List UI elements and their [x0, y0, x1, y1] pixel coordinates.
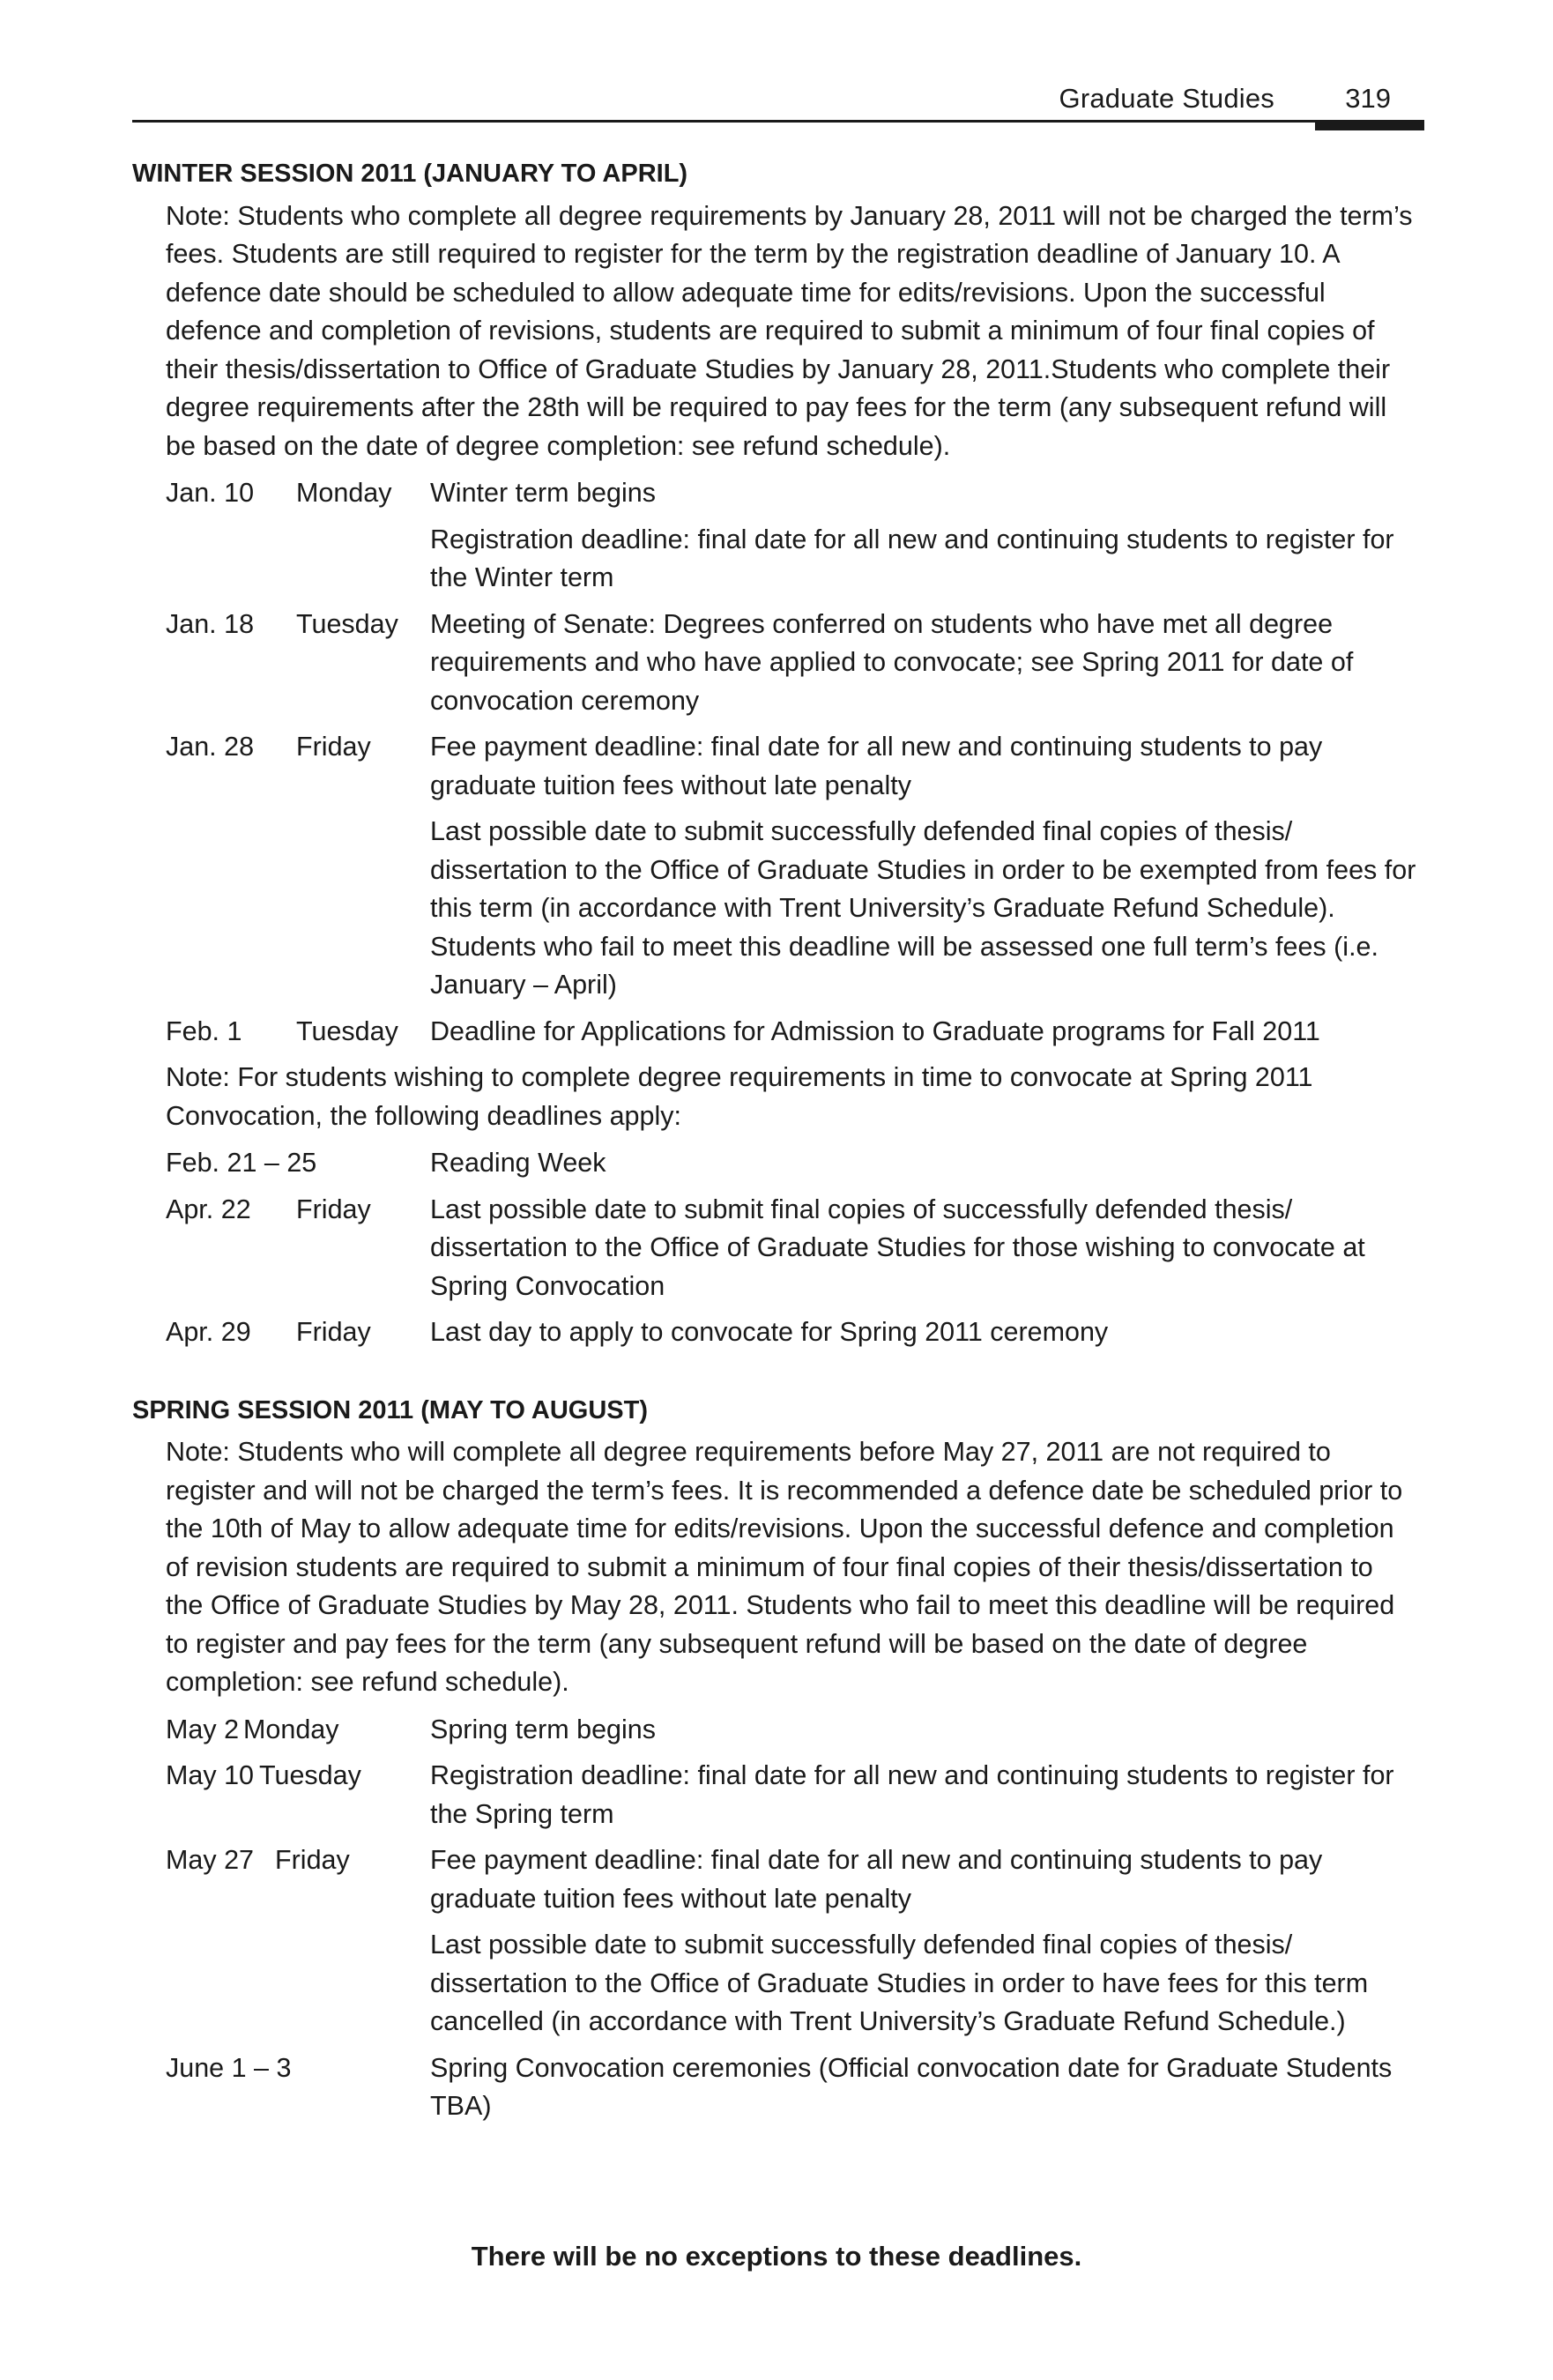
- no-exceptions-notice: There will be no exceptions to these deadlines.: [471, 2241, 1082, 2272]
- row-date: Jan. 28: [166, 732, 255, 762]
- row-date: Jan. 18: [166, 608, 255, 639]
- row-date: Apr. 22: [166, 1194, 251, 1224]
- row-description: [430, 1841, 1424, 2042]
- header-rule: [132, 120, 1424, 123]
- winter-note: Note: Students who complete all degree requirements by January 28, 2011 will not be charged the term’s fees. Students are still required to register for the term by the registration deadline of January 10. A defence date should be scheduled to allow adequate time for edits/revisions. Upon the successful defence and completion of revisions, students are required to submit a minimum of four final copies of their thesis/dissertation to Office of Graduate Studies by January 28, 2011.Students who complete their degree requirements after the 28th will be required to pay fees for the term (any subsequent refund will be based on the date of degree completion: see refund schedule).: [166, 200, 1413, 461]
- row-description: [430, 1013, 1424, 1052]
- spring-section-heading: SPRING SESSION 2011 (MAY TO AUGUST): [132, 1395, 648, 1424]
- page-number: 319: [1345, 83, 1391, 114]
- row-date: Feb. 1: [166, 1015, 242, 1046]
- row-item: Fee payment deadline: final date for all new and continuing students to pay graduate tuition fees without late penalty: [430, 1845, 1323, 1914]
- schedule-row: [132, 474, 1424, 598]
- row-description: [430, 606, 1424, 721]
- schedule-row: [132, 1757, 1424, 1833]
- row-item: Last day to apply to convocate for Spring 2011 ceremony: [430, 1317, 1109, 1347]
- row-date: May 10: [166, 1760, 255, 1790]
- row-description: [430, 1711, 1424, 1750]
- row-item: Last possible date to submit successfully defended final copies of thesis/ dissertation to the Office of Graduate Studies in order to have fees for this term cancelled (in accordance with Trent University’s Graduate Refund Schedule.): [430, 1930, 1369, 2036]
- row-date: June 1 – 3: [166, 2052, 292, 2083]
- winter-section-heading: WINTER SESSION 2011 (JANUARY TO APRIL): [132, 160, 688, 188]
- page-header: [132, 76, 1424, 125]
- spring-schedule: [132, 1711, 1424, 2126]
- section-spacer: [132, 1360, 1424, 1392]
- winter-schedule: [132, 474, 1424, 1051]
- row-item: Meeting of Senate: Degrees conferred on students who have met all degree requirements and who have applied to convocate; see Spring 2011 for date of convocation ceremony: [430, 608, 1354, 716]
- row-item: Reading Week: [430, 1148, 606, 1178]
- row-day: Friday: [296, 1317, 371, 1347]
- row-date: May 2: [166, 1714, 240, 1744]
- row-description: [430, 474, 1424, 598]
- schedule-row: [132, 1841, 1424, 2042]
- schedule-row: [132, 1313, 1424, 1352]
- row-description: [430, 1313, 1424, 1352]
- row-item: Last possible date to submit final copies of successfully defended thesis/ dissertation to the Office of Graduate Studies for those wishing to convocate at Spring Convocation: [430, 1194, 1365, 1301]
- row-item: Registration deadline: final date for all new and continuing students to register for the Winter term: [430, 524, 1394, 592]
- row-item: Spring Convocation ceremonies (Official convocation date for Graduate Students TBA): [430, 2052, 1393, 2121]
- row-description: [430, 728, 1424, 1005]
- row-description: [430, 1144, 1424, 1183]
- row-description: [430, 1757, 1424, 1833]
- running-header: Graduate Studies: [1059, 83, 1274, 114]
- row-day: Monday: [243, 1714, 339, 1744]
- schedule-row: [132, 1144, 1424, 1183]
- row-day: Friday: [275, 1845, 350, 1875]
- spring-note: Note: Students who will complete all degree requirements before May 27, 2011 are not required to register and will not be charged the term’s fees. It is recommended a defence date be scheduled prior to the 10th of May to allow adequate time for edits/revisions. Upon the successful defence and completion of revision students are required to submit a minimum of four final copies of their thesis/dissertation to the Office of Graduate Studies by May 28, 2011. Students who fail to meet this deadline will be required to register and pay fees for the term (any subsequent refund will be based on the date of degree completion: see refund schedule).: [166, 1437, 1403, 1697]
- row-item: Winter term begins: [430, 478, 656, 508]
- row-item: Deadline for Applications for Admission to Graduate programs for Fall 2011: [430, 1015, 1320, 1046]
- row-day: Friday: [296, 732, 371, 762]
- row-description: [430, 1191, 1424, 1306]
- schedule-row: [132, 728, 1424, 1005]
- schedule-row: [132, 1191, 1424, 1306]
- schedule-row: [132, 606, 1424, 721]
- row-item: Registration deadline: final date for all new and continuing students to register for the Spring term: [430, 1760, 1394, 1829]
- row-item: Spring term begins: [430, 1714, 656, 1744]
- row-day: Tuesday: [296, 1015, 398, 1046]
- convocation-schedule: [132, 1144, 1424, 1352]
- row-date: Feb. 21 – 25: [166, 1148, 317, 1178]
- schedule-row: [132, 2049, 1424, 2126]
- row-description: [430, 2049, 1424, 2126]
- header-tab-marker: [1315, 120, 1424, 130]
- convocation-note: Note: For students wishing to complete degree requirements in time to convocate at Spring 2011 Convocation, the following deadlines apply:: [166, 1062, 1313, 1131]
- row-day: Friday: [296, 1194, 371, 1224]
- row-day: Tuesday: [259, 1760, 361, 1790]
- row-item: Last possible date to submit successfully defended final copies of thesis/ dissertation to the Office of Graduate Studies in order to be exempted from fees for this term (in accordance with Trent University’s Graduate Refund Schedule). Students who fail to meet this deadline will be assessed one full term’s fees (i.e. January – April): [430, 816, 1416, 1000]
- row-date: Apr. 29: [166, 1317, 251, 1347]
- row-item: Fee payment deadline: final date for all new and continuing students to pay graduate tuition fees without late penalty: [430, 732, 1323, 800]
- row-day: Monday: [296, 478, 392, 508]
- schedule-row: [132, 1013, 1424, 1052]
- page-content: [132, 155, 1424, 2134]
- row-day: Tuesday: [296, 608, 398, 639]
- schedule-row: [132, 1711, 1424, 1750]
- row-date: Jan. 10: [166, 478, 255, 508]
- row-date: May 27: [166, 1845, 255, 1875]
